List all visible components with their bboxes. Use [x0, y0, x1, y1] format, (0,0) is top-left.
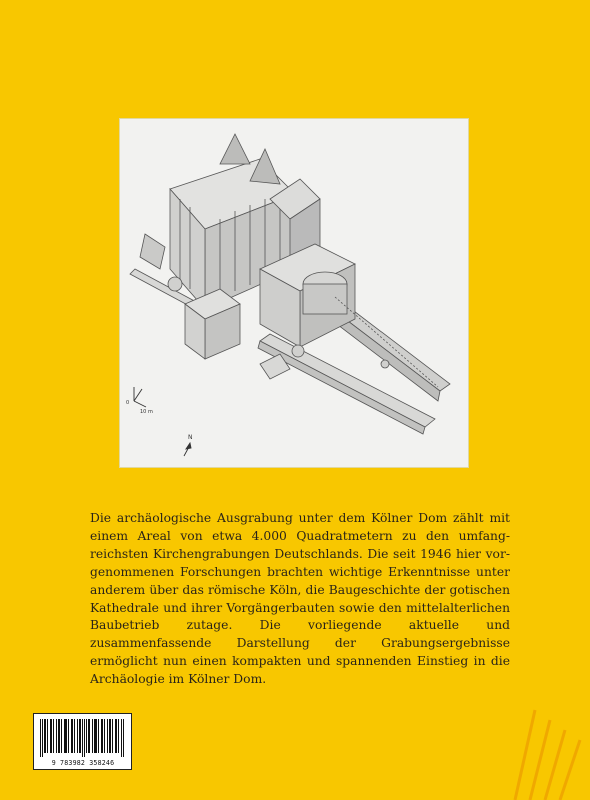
north-label: N [188, 434, 193, 441]
barcode-box [33, 713, 132, 770]
corner-emblem-icon [505, 690, 590, 800]
barcode-icon [40, 719, 127, 757]
isbn-number: 9 783982 358246 [51, 759, 115, 767]
north-arrow-icon [184, 443, 191, 456]
scale-bar [134, 387, 146, 407]
back-cover-blurb: Die archäologische Ausgrabung unter dem Kölner Dom zählt mit einem Areal von etwa 4.000 Quadratmetern zu den umfangreichsten Kirchengrabungen Deutschlands. Die seit 1946 hier vorgenommenen Forschungen brachten wichtige Erkenntnisse unter anderem über das römische Köln, die Baugeschichte der gotischen Kathedrale und ihrer Vorgängerbauten sowie den mittelalterlichen Baubetrieb zutage. Die vorliegende aktuelle und zusammenfassende Darstellung der Grabungsergebnisse ermöglicht nun einen kompakten und spannenden Einstieg in die Archäologie im Kölner Dom. [90, 511, 510, 687]
scale-zero-label: 0 [126, 400, 130, 406]
scale-label: 10 m [140, 409, 153, 415]
cathedral-excavation-illustration [119, 118, 469, 468]
isometric-cathedral-drawing [120, 119, 469, 468]
